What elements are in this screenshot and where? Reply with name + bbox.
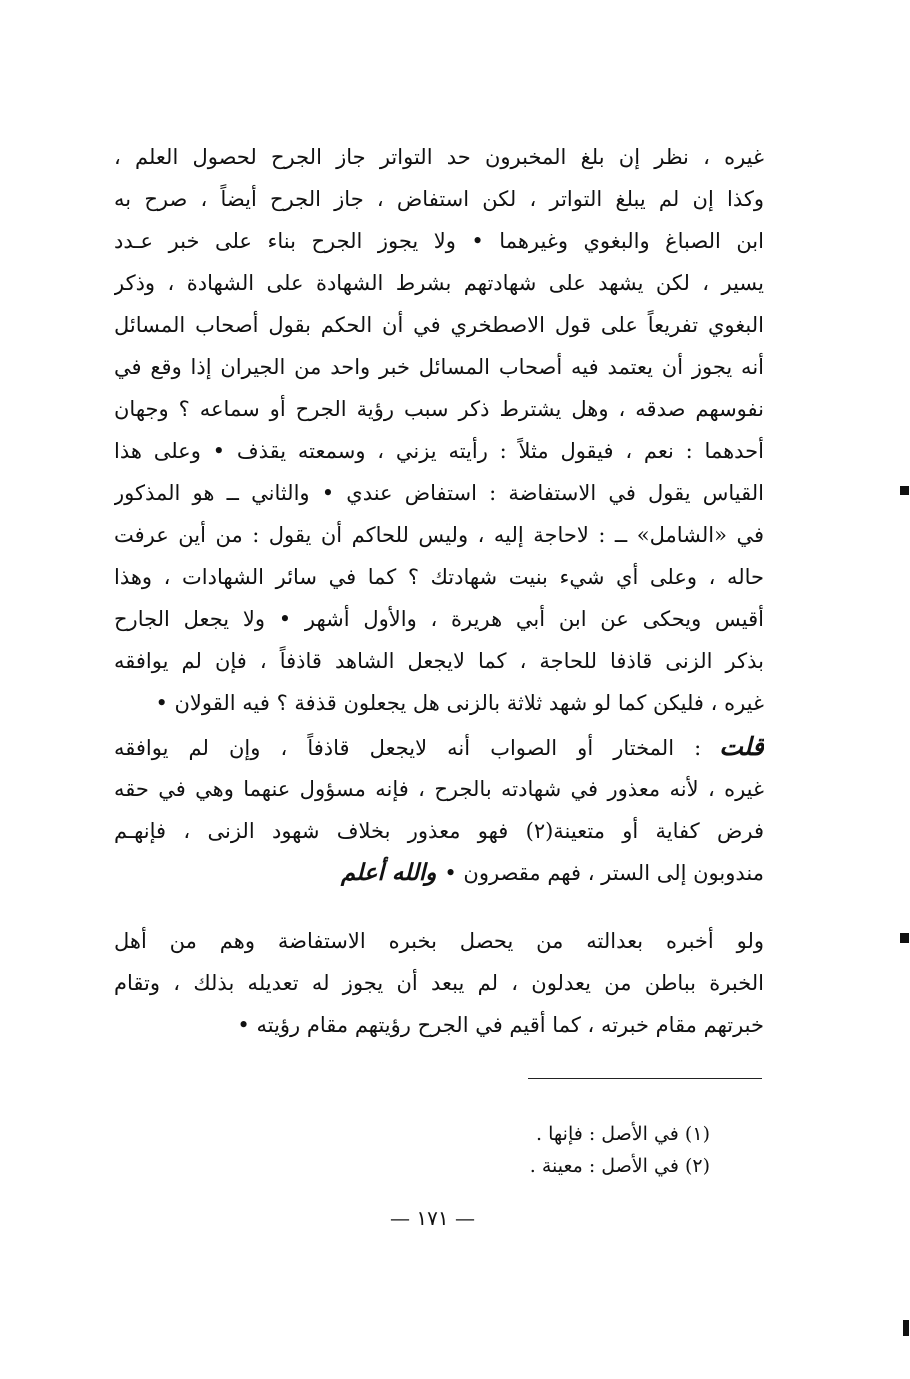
text-line: بذكر الزنى قاذفا للحاجة ، كما لايجعل الشاهد قاذفاً ، فإن لم يوافقه — [114, 649, 764, 673]
text-line — [114, 726, 764, 768]
text-line: فرض كفاية أو متعينة(٢) فهو معذور بخلاف شهود الزنى ، فإنهـم — [114, 819, 764, 843]
footnote: (٢) في الأصل : معينة . — [529, 1155, 710, 1177]
text-line: ابن الصباغ والبغوي وغيرهما • ولا يجوز الجرح بناء على خبر عـدد — [114, 229, 764, 253]
text-line: البغوي تفريعاً على قول الاصطخري في أن الحكم بقول أصحاب المسائل — [114, 313, 764, 337]
text-line: وكذا إن لم يبلغ التواتر ، لكن استفاض ، جاز الجرح أيضاً ، صرح به — [114, 187, 764, 211]
footnotes — [440, 1118, 710, 1182]
text-line: أنه يجوز أن يعتمد فيه أصحاب المسائل خبر واحد من الجيران إذا وقع في — [114, 355, 764, 379]
closing-text: مندوبون إلى الستر ، فهم مقصرون • — [444, 861, 764, 885]
paragraph-qult — [114, 726, 764, 894]
footnote: (١) في الأصل : فإنها . — [536, 1123, 710, 1145]
scan-edge-mark — [900, 933, 909, 943]
paragraph-final — [114, 920, 764, 1046]
text-line: نفوسهم صدقه ، وهل يشترط ذكر سبب رؤية الجرح أو سماعه ؟ وجهان — [114, 397, 764, 421]
page-number: — ١٧١ — — [390, 1206, 475, 1230]
text-line: خبرتهم مقام خبرته ، كما أقيم في الجرح رؤيتهم مقام رؤيته • — [237, 1013, 764, 1037]
text-line — [114, 852, 764, 894]
text-line: في «الشامل» ــ : لاحاجة إليه ، وليس للحاكم أن يقول : من أين عرفت — [114, 523, 764, 547]
text-line: غيره ، لأنه معذور في شهادته بالجرح ، فإنه مسؤول عنهما وهي في حقه — [114, 777, 764, 801]
closing-phrase: والله أعلم — [340, 859, 437, 886]
scan-edge-mark — [900, 486, 909, 495]
text-line: القياس يقول في الاستفاضة : استفاض عندي • والثاني ــ هو المذكور — [114, 481, 764, 505]
qult-text: : المختار أو الصواب أنه لايجعل قاذفاً ، وإن لم يوافقه — [114, 736, 702, 760]
paragraph-main — [114, 136, 764, 724]
text-line: غيره ، نظر إن بلغ المخبرون حد التواتر جاز الجرح لحصول العلم ، — [114, 145, 764, 169]
text-line: حاله ، وعلى أي شيء بنيت شهادتك ؟ كما في سائر الشهادات ، وهذا — [114, 565, 764, 589]
text-line: أحدهما : نعم ، فيقول مثلاً : رأيته يزني ، وسمعته يقذف • وعلى هذا — [114, 439, 764, 463]
text-line: غيره ، فليكن كما لو شهد ثلاثة بالزنى هل يجعلون قذفة ؟ فيه القولان • — [155, 691, 764, 715]
text-line: ولو أخبره بعدالته من يحصل بخبره الاستفاضة وهم من أهل — [114, 929, 764, 953]
footnote-divider — [528, 1078, 762, 1079]
text-line: الخبرة بباطن من يعدلون ، لم يبعد أن يجوز له تعديله بذلك ، وتقام — [114, 971, 764, 995]
text-line: يسير ، لكن يشهد على شهادتهم بشرط الشهادة على الشهادة ، وذكر — [114, 271, 764, 295]
qult-label: قلت — [719, 732, 764, 761]
scan-edge-mark — [903, 1320, 909, 1336]
text-line: أقيس ويحكى عن ابن أبي هريرة ، والأول أشهر • ولا يجعل الجارح — [114, 607, 764, 631]
